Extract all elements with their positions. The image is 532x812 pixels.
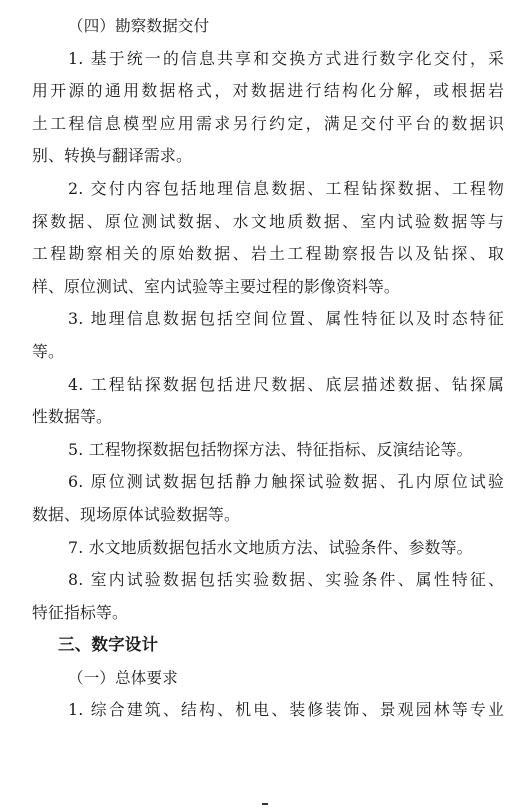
paragraph-line: 7. 水文地质数据包括水文地质方法、试验条件、参数等。: [68, 537, 473, 557]
paragraph-line: 8. 室内试验数据包括实验数据、实验条件、属性特征、: [68, 570, 504, 590]
paragraph-line: 6. 原位测试数据包括静力触探试验数据、孔内原位试验: [68, 472, 504, 492]
paragraph-line: 样、原位测试、室内试验等主要过程的影像资料等。: [32, 276, 400, 296]
subsection-heading: （四）勘察数据交付: [68, 17, 210, 35]
subsection-heading: （一）总体要求: [68, 668, 178, 687]
paragraph-line: 1. 综合建筑、结构、机电、装修装饰、景观园林等专业: [68, 700, 504, 720]
paragraph-line: 3. 地理信息数据包括空间位置、属性特征以及时态特征: [68, 309, 504, 329]
paragraph-line: 探数据、原位测试数据、水文地质数据、室内试验数据等与: [32, 211, 504, 231]
paragraph-line: 特征指标等。: [32, 602, 128, 622]
paragraph-line: 2. 交付内容包括地理信息数据、工程钻探数据、工程物: [68, 178, 504, 198]
paragraph-line: 性数据等。: [32, 407, 112, 427]
paragraph-line: 别、转换与翻译需求。: [32, 146, 192, 166]
paragraph-line: 土工程信息模型应用需求另行约定，满足交付平台的数据识: [32, 113, 504, 133]
paragraph-line: 4. 工程钻探数据包括进尺数据、底层描述数据、钻探属: [68, 374, 504, 394]
paragraph-line: 5. 工程物探数据包括物探方法、特征指标、反演结论等。: [68, 439, 473, 459]
page-number-mark: [262, 803, 268, 809]
paragraph-line: 等。: [32, 341, 64, 361]
paragraph-line: 1. 基于统一的信息共享和交换方式进行数字化交付，采: [68, 48, 504, 68]
section-heading: 三、数字设计: [58, 635, 159, 655]
paragraph-line: 用开源的通用数据格式，对数据进行结构化分解，或根据岩: [32, 81, 504, 101]
paragraph-line: 工程勘察相关的原始数据、岩土工程勘察报告以及钻探、取: [32, 244, 504, 264]
paragraph-line: 数据、现场原体试验数据等。: [32, 504, 240, 524]
